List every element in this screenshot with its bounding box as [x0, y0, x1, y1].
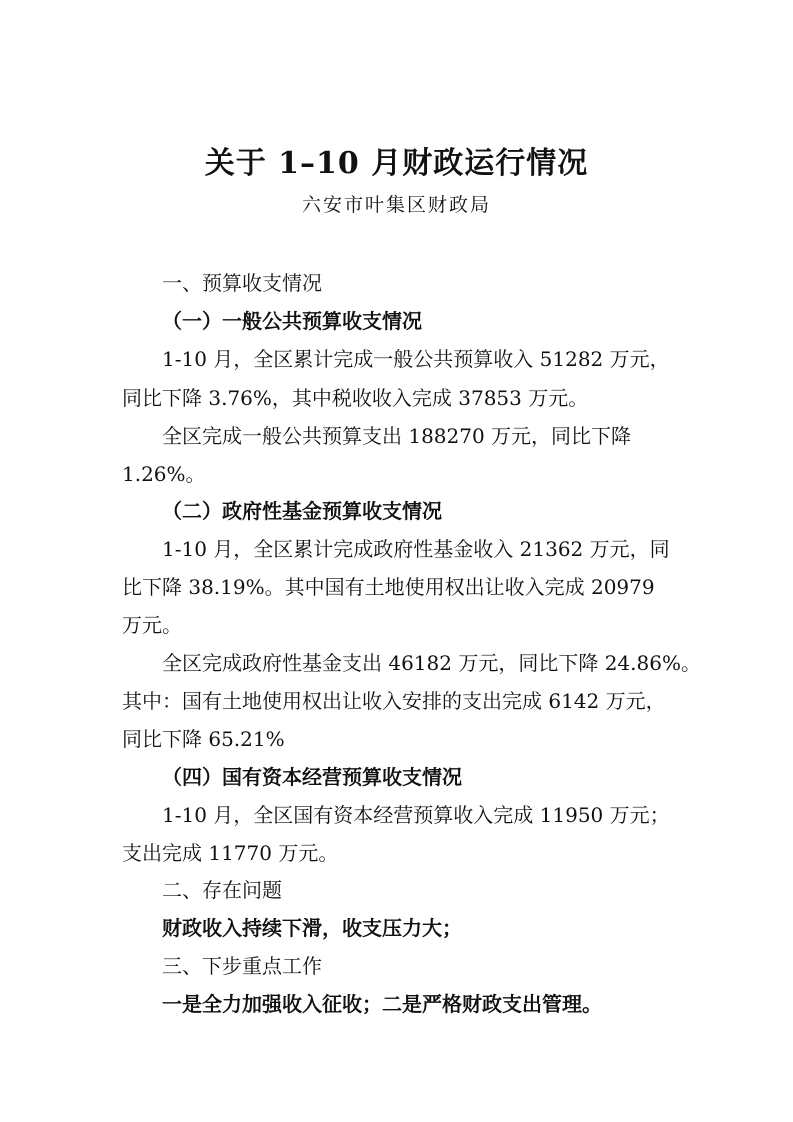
paragraph-line: 全区完成一般公共预算支出 188270 万元，同比下降	[162, 424, 632, 448]
paragraph-line: 1.26%。	[122, 462, 206, 486]
section-heading-budget: 一、预算收支情况	[162, 271, 322, 295]
paragraph-line: 支出完成 11770 万元。	[122, 841, 339, 865]
paragraph-line: 同比下降 65.21%	[122, 727, 285, 751]
paragraph-line: 1-10 月，全区国有资本经营预算收入完成 11950 万元；	[162, 803, 670, 827]
document-title: 关于 1–10 月财政运行情况	[204, 146, 589, 181]
paragraph-line: 比下降 38.19%。其中国有土地使用权出让收入完成 20979	[122, 575, 655, 599]
section-heading-problems: 二、存在问题	[162, 878, 282, 902]
paragraph-line-problem: 财政收入持续下滑，收支压力大；	[162, 916, 462, 940]
subsection-heading-general-budget: （一）一般公共预算收支情况	[162, 309, 422, 333]
paragraph-line: 1-10 月，全区累计完成政府性基金收入 21362 万元，同	[162, 537, 670, 561]
paragraph-line-next-steps: 一是全力加强收入征收；二是严格财政支出管理。	[162, 992, 602, 1016]
paragraph-line: 同比下降 3.76%，其中税收收入完成 37853 万元。	[122, 386, 589, 410]
paragraph-line: 其中：国有土地使用权出让收入安排的支出完成 6142 万元，	[122, 689, 666, 713]
document-subtitle: 六安市叶集区财政局	[301, 194, 491, 216]
paragraph-line: 全区完成政府性基金支出 46182 万元，同比下降 24.86%。	[162, 651, 701, 675]
paragraph-line: 万元。	[122, 613, 182, 637]
paragraph-line: 1-10 月，全区累计完成一般公共预算收入 51282 万元，	[162, 347, 670, 371]
subsection-heading-fund-budget: （二）政府性基金预算收支情况	[162, 499, 442, 523]
section-heading-next-steps: 三、下步重点工作	[162, 954, 322, 978]
subsection-heading-state-capital: （四）国有资本经营预算收支情况	[162, 765, 462, 789]
